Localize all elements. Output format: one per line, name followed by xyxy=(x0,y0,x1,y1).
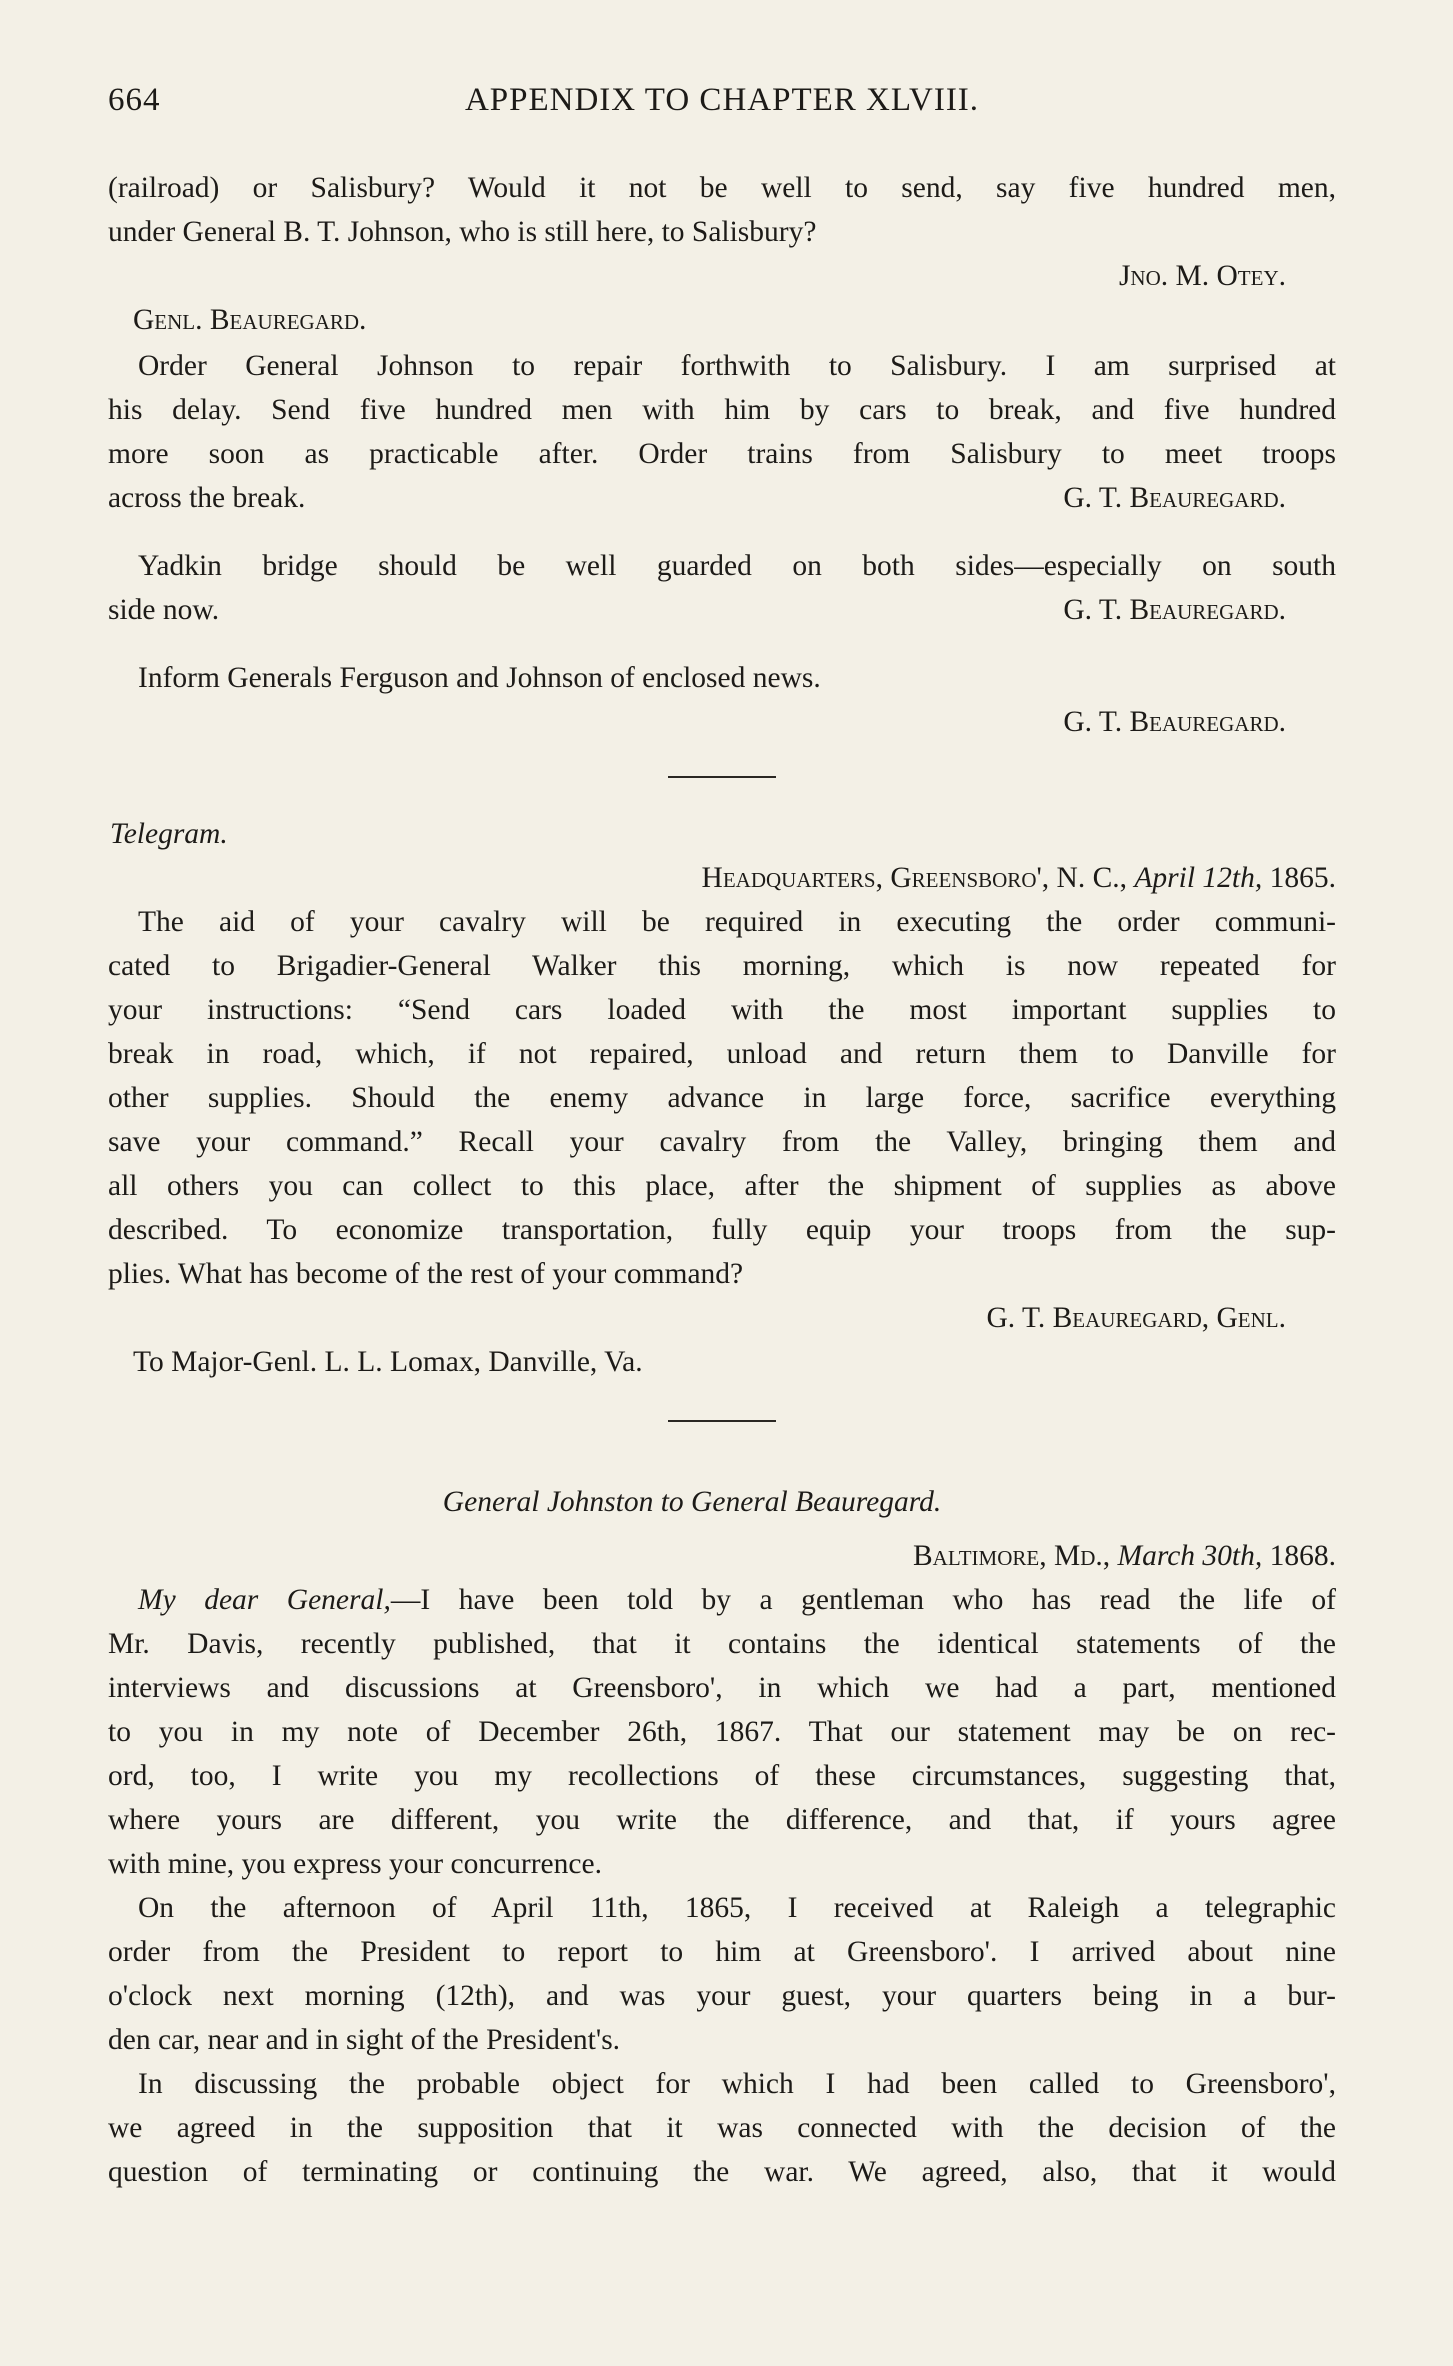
inform-generals-message xyxy=(108,656,1336,744)
text-line: Order General Johnson to repair forthwith to Salisbury. I am surprised at xyxy=(138,350,1336,382)
text-line: Mr. Davis, recently published, that it contains the identical statements of the xyxy=(108,1628,1336,1660)
signature: G. T. Beauregard. xyxy=(1063,706,1286,738)
page-number: 664 xyxy=(108,82,161,118)
running-title: APPENDIX TO CHAPTER XLVIII. xyxy=(464,82,980,118)
text-line: described. To economize transportation, fully equip your troops from the sup- xyxy=(108,1214,1336,1246)
text-line: (railroad) or Salisbury? Would it not be well to send, say five hundred men, xyxy=(108,172,1336,204)
text-line: On the afternoon of April 11th, 1865, I received at Raleigh a telegraphic xyxy=(138,1892,1336,1924)
text-line: all others you can collect to this place, after the shipment of supplies as above xyxy=(108,1170,1336,1202)
telegram-label: Telegram. xyxy=(110,818,228,850)
dateline-year: 1868. xyxy=(1269,1540,1336,1572)
yadkin-bridge-message xyxy=(108,544,1336,632)
text-line: with mine, you express your concurrence. xyxy=(108,1848,602,1880)
text-line: his delay. Send five hundred men with him by cars to break, and five hundred xyxy=(108,394,1336,426)
telegram-dateline xyxy=(108,856,1336,900)
dateline-place: Baltimore, Md., xyxy=(912,1540,1111,1572)
letter-heading: General Johnston to General Beauregard. xyxy=(442,1486,942,1518)
text-line: den car, near and in sight of the President's. xyxy=(108,2024,621,2056)
signature: Jno. M. Otey. xyxy=(1118,260,1286,292)
text-line-with-signature xyxy=(108,476,1336,520)
text-line: order from the President to report to him at Greensboro'. I arrived about nine xyxy=(108,1936,1336,1968)
signature: G. T. Beauregard, Genl. xyxy=(986,1302,1286,1334)
text-line: o'clock next morning (12th), and was your guest, your quarters being in a bur- xyxy=(108,1980,1336,2012)
text-line: ord, too, I write you my recollections of these circumstances, suggesting that, xyxy=(108,1760,1336,1792)
otey-message xyxy=(108,166,1336,342)
text-line: under General B. T. Johnson, who is still here, to Salisbury? xyxy=(108,216,817,248)
text-line: break in road, which, if not repaired, unload and return them to Danville for xyxy=(108,1038,1336,1070)
text-line: your instructions: “Send cars loaded with the most important supplies to xyxy=(108,994,1336,1026)
dateline-date: April 12th, xyxy=(1134,862,1263,894)
text-line: across the break. xyxy=(108,482,306,514)
text-line: Yadkin bridge should be well guarded on both sides—especially on south xyxy=(138,550,1336,582)
text-line: where yours are different, you write the difference, and that, if yours agree xyxy=(108,1804,1336,1836)
text-line: other supplies. Should the enemy advance in large force, sacrifice everything xyxy=(108,1082,1336,1114)
text-line: side now. xyxy=(108,594,220,626)
signature: G. T. Beauregard. xyxy=(1063,482,1286,514)
dateline-year: 1865. xyxy=(1269,862,1336,894)
text-line: cated to Brigadier-General Walker this morning, which is now repeated for xyxy=(108,950,1336,982)
salutation: My dear General, xyxy=(138,1584,391,1616)
text-fragment: —I have been told by a gentleman who has read the life of xyxy=(390,1584,1336,1616)
section-divider xyxy=(668,776,776,778)
text-line: The aid of your cavalry will be required in executing the order communi- xyxy=(138,906,1336,938)
dateline-date: March 30th, xyxy=(1117,1540,1263,1572)
order-johnson-message xyxy=(108,344,1336,520)
text-line: Inform Generals Ferguson and Johnson of enclosed news. xyxy=(138,662,821,694)
text-line: In discussing the probable object for which I had been called to Greensboro', xyxy=(138,2068,1336,2100)
telegram-lomax xyxy=(108,812,1336,1384)
text-line-with-signature xyxy=(108,588,1336,632)
page-header xyxy=(108,82,1336,122)
text-line: plies. What has become of the rest of your command? xyxy=(108,1258,744,1290)
letter-dateline xyxy=(108,1534,1336,1578)
addressee: Genl. Beauregard. xyxy=(133,304,367,336)
text-line: interviews and discussions at Greensboro', in which we had a part, mentioned xyxy=(108,1672,1336,1704)
text-line: question of terminating or continuing the war. We agreed, also, that it would xyxy=(108,2156,1336,2188)
signature: G. T. Beauregard. xyxy=(1063,594,1286,626)
text-line: to you in my note of December 26th, 1867. That our statement may be on rec- xyxy=(108,1716,1336,1748)
text-line: save your command.” Recall your cavalry from the Valley, bringing them and xyxy=(108,1126,1336,1158)
addressee: To Major-Genl. L. L. Lomax, Danville, Va. xyxy=(133,1346,643,1378)
text-line: we agreed in the supposition that it was connected with the decision of the xyxy=(108,2112,1336,2144)
johnston-letter xyxy=(108,1480,1336,2194)
dateline-place: Headquarters, Greensboro', N. C., xyxy=(701,862,1128,894)
text-line xyxy=(108,1578,1336,1622)
section-divider xyxy=(668,1420,776,1422)
text-line: more soon as practicable after. Order trains from Salisbury to meet troops xyxy=(108,438,1336,470)
